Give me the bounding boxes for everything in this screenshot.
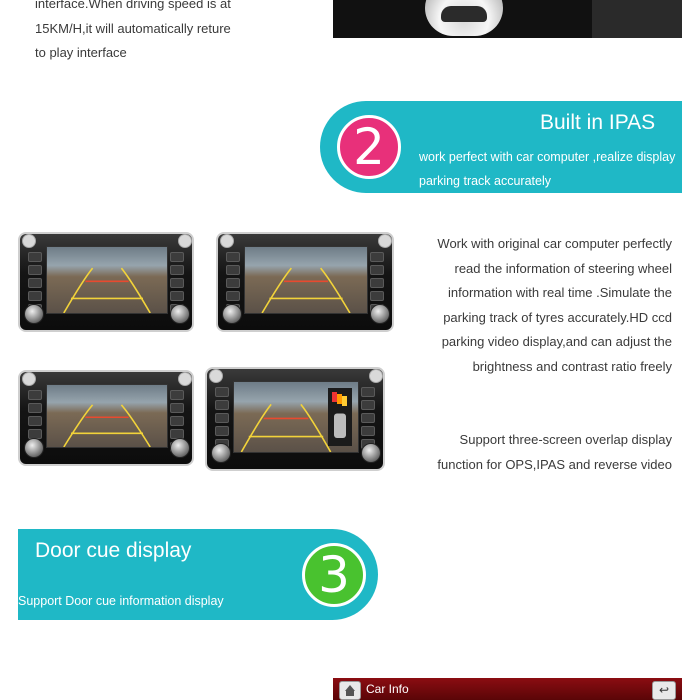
volume-knob — [24, 438, 44, 458]
intro-line: to play interface — [35, 45, 127, 60]
overlap-description-line: function for OPS,IPAS and reverse video — [437, 456, 672, 472]
unit-button — [28, 403, 42, 413]
ipas-description — [400, 232, 672, 379]
unit-button — [170, 416, 184, 426]
mount-tab — [220, 234, 234, 248]
unit-button — [28, 390, 42, 400]
back-icon[interactable]: ↩ — [652, 681, 676, 700]
unit-button — [370, 278, 384, 288]
unit-button — [361, 400, 375, 410]
left-guide-line — [262, 268, 291, 313]
unit-button — [170, 390, 184, 400]
volume-knob — [24, 304, 44, 324]
camera-screen — [46, 246, 168, 314]
ipas-description-line: parking video display,and can adjust the — [441, 334, 672, 349]
ipas-title: Built in IPAS — [540, 111, 656, 134]
right-guide-line — [321, 268, 350, 313]
ipas-subtitle — [419, 145, 675, 193]
volume-knob — [170, 304, 190, 324]
unit-button — [370, 265, 384, 275]
unit-button — [370, 252, 384, 262]
intro-text — [35, 0, 295, 66]
unit-button — [226, 252, 240, 262]
volume-knob — [222, 304, 242, 324]
unit-button — [361, 387, 375, 397]
car-icon — [425, 0, 503, 36]
sensor-bar — [342, 396, 347, 406]
head-unit-image — [18, 232, 194, 332]
ipas-description-line: read the information of steering wheel — [454, 260, 672, 276]
unit-button — [226, 291, 240, 301]
parking-guideline-overlay — [47, 247, 167, 313]
section-number-badge: 3 — [302, 543, 366, 607]
unit-button — [170, 265, 184, 275]
unit-button — [28, 416, 42, 426]
sensor-bar — [332, 392, 337, 402]
volume-knob — [361, 443, 381, 463]
right-button-column — [361, 387, 375, 449]
left-guide-line — [64, 268, 93, 313]
unit-button — [215, 387, 229, 397]
unit-button — [215, 400, 229, 410]
right-guide-line — [121, 268, 150, 313]
volume-knob — [370, 304, 390, 324]
intro-line: interface.When driving speed is at — [35, 0, 231, 11]
car-info-title: Car Info — [366, 682, 409, 696]
volume-knob — [211, 443, 231, 463]
right-guide-line — [121, 405, 150, 447]
ipas-subtitle-line: work perfect with car computer ,realize display — [419, 150, 676, 164]
image-side-panel — [592, 0, 682, 38]
head-unit-image — [216, 232, 394, 332]
door-cue-title: Door cue display — [35, 539, 192, 562]
unit-button — [226, 278, 240, 288]
unit-button — [226, 265, 240, 275]
intro-line: 15KM/H,it will automatically reture — [35, 20, 231, 36]
home-icon[interactable] — [339, 681, 361, 700]
ipas-description-line: information with real time .Simulate the — [448, 285, 672, 300]
mount-tab — [178, 234, 192, 248]
unit-button — [215, 426, 229, 436]
unit-button — [28, 291, 42, 301]
mount-tab — [209, 369, 223, 383]
unit-button — [361, 413, 375, 423]
unit-button — [28, 265, 42, 275]
unit-button — [170, 252, 184, 262]
mount-tab — [22, 234, 36, 248]
section-number-badge: 2 — [337, 115, 401, 179]
unit-button — [361, 426, 375, 436]
unit-button — [215, 413, 229, 423]
parking-guideline-overlay — [234, 382, 358, 452]
head-unit-image — [205, 367, 385, 471]
parking-guideline-overlay — [47, 385, 167, 447]
ipas-subtitle-line: parking track accurately — [419, 174, 552, 188]
camera-screen — [244, 246, 368, 314]
sensor-bar — [337, 394, 342, 404]
unit-button — [170, 278, 184, 288]
car-info-titlebar — [333, 678, 682, 700]
ipas-description-line: brightness and contrast ratio freely — [472, 358, 672, 374]
car-icon — [334, 414, 346, 439]
camera-screen — [46, 384, 168, 448]
unit-button — [370, 291, 384, 301]
volume-knob — [170, 438, 190, 458]
parking-guideline-overlay — [245, 247, 367, 313]
right-guide-line — [301, 404, 331, 452]
unit-button — [28, 278, 42, 288]
mount-tab — [178, 372, 192, 386]
left-button-column — [215, 387, 229, 449]
mount-tab — [378, 234, 392, 248]
head-unit-image — [18, 370, 194, 466]
mount-tab — [22, 372, 36, 386]
ipas-description-line: Work with original car computer perfectly — [437, 236, 672, 251]
left-guide-line — [64, 405, 93, 447]
overlap-description-line: Support three-screen overlap display — [459, 432, 672, 447]
unit-button — [28, 252, 42, 262]
mount-tab — [369, 369, 383, 383]
left-guide-line — [241, 404, 271, 452]
car-windshield — [441, 6, 487, 22]
car-topview-image — [333, 0, 682, 38]
camera-screen — [233, 381, 359, 453]
overlap-description — [400, 428, 672, 477]
unit-button — [170, 291, 184, 301]
unit-button — [170, 403, 184, 413]
ipas-description-line: parking track of tyres accurately.HD ccd — [443, 309, 672, 325]
door-cue-subtitle: Support Door cue information display — [18, 594, 224, 608]
